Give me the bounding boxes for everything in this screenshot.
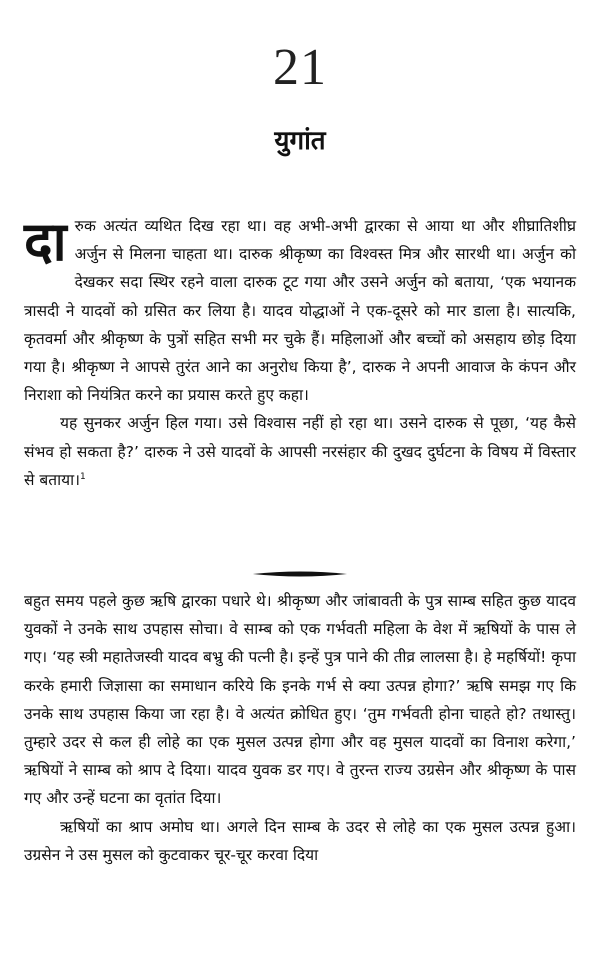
chapter-number: 21 (273, 39, 327, 96)
paragraph (24, 212, 576, 409)
section-divider (253, 570, 347, 578)
paragraph-text: बहुत समय पहले कुछ ऋषि द्वारका पधारे थे। श्रीकृष्ण और जांबावती के पुत्र साम्ब सहित कुछ यादव युवकों ने उनके साथ उपहास सोचा। वे साम्ब को एक गर्भवती महिला के वेश में ऋषियों के पास ले गए। ‘यह स्त्री महातेजस्वी यादव बभ्रु की पत्नी है। इन्हें पुत्र पाने की तीव्र लालसा है। हे महर्षियों! कृपा करके हमारी जिज्ञासा का समाधान करिये कि इनके गर्भ से क्या उत्पन्न होगा?’ ऋषि समझ गए कि उनके साथ उपहास किया जा रहा है। वे अत्यंत क्रोधित हुए। ‘तुम गर्भवती होना चाहते हो? तथास्तु। तुम्हारे उदर से कल ही लोहे का एक मुसल उत्पन्न होगा और वह मुसल यादवों का विनाश करेगा,’ ऋषियों ने साम्ब को श्राप दे दिया। यादव युवक डर गए। वे तुरन्त राज्य उग्रसेन और श्रीकृष्ण के पास गए और उन्हें घटना का वृतांत दिया। (24, 592, 576, 808)
section-one (24, 212, 576, 494)
paragraph-text: ऋषियों का श्राप अमोघ था। अगले दिन साम्ब के उदर से लोहे का एक मुसल उत्पन्न हुआ। उग्रसेन ने उस मुसल को कुटवाकर चूर-चूर करवा दिया (24, 817, 576, 864)
footnote-reference: 1 (79, 471, 86, 482)
paragraph (24, 409, 576, 494)
paragraph (24, 587, 576, 813)
paragraph-text: यह सुनकर अर्जुन हिल गया। उसे विश्वास नहीं हो रहा था। उसने दारुक से पूछा, ‘यह कैसे संभव हो सकता है?’ दारुक ने उसे यादवों के आपसी नरसंहार की दुखद दुर्घटना के विषय में विस्तार से बताया। (24, 414, 576, 489)
drop-cap: दा (24, 210, 67, 273)
paragraph-text: रुक अत्यंत व्यथित दिख रहा था। वह अभी-अभी द्वारका से आया था और शीघ्रातिशीघ्र अर्जुन से मिलना चाहता था। दारुक श्रीकृष्ण का विश्वस्त मित्र और सारथी था। अर्जुन को देखकर सदा स्थिर रहने वाला दारुक टूट गया और उसने अर्जुन को बताया, ‘एक भयानक त्रासदी ने यादवों को ग्रसित कर लिया है। यादव योद्धाओं ने एक-दूसरे को मार डाला है। सात्यकि, कृतवर्मा और श्रीकृष्ण के पुत्रों सहित सभी मर चुके हैं। महिलाओं और बच्चों को असहाय छोड़ दिया गया है। श्रीकृष्ण ने आपसे तुरंत आने का अनुरोध किया है’, दारुक ने अपनी आवाज के कंपन और निराशा को नियंत्रित करने का प्रयास करते हुए कहा। (24, 217, 576, 405)
section-two (24, 587, 576, 869)
chapter-title: युगांत (274, 126, 326, 156)
paragraph (24, 813, 576, 869)
